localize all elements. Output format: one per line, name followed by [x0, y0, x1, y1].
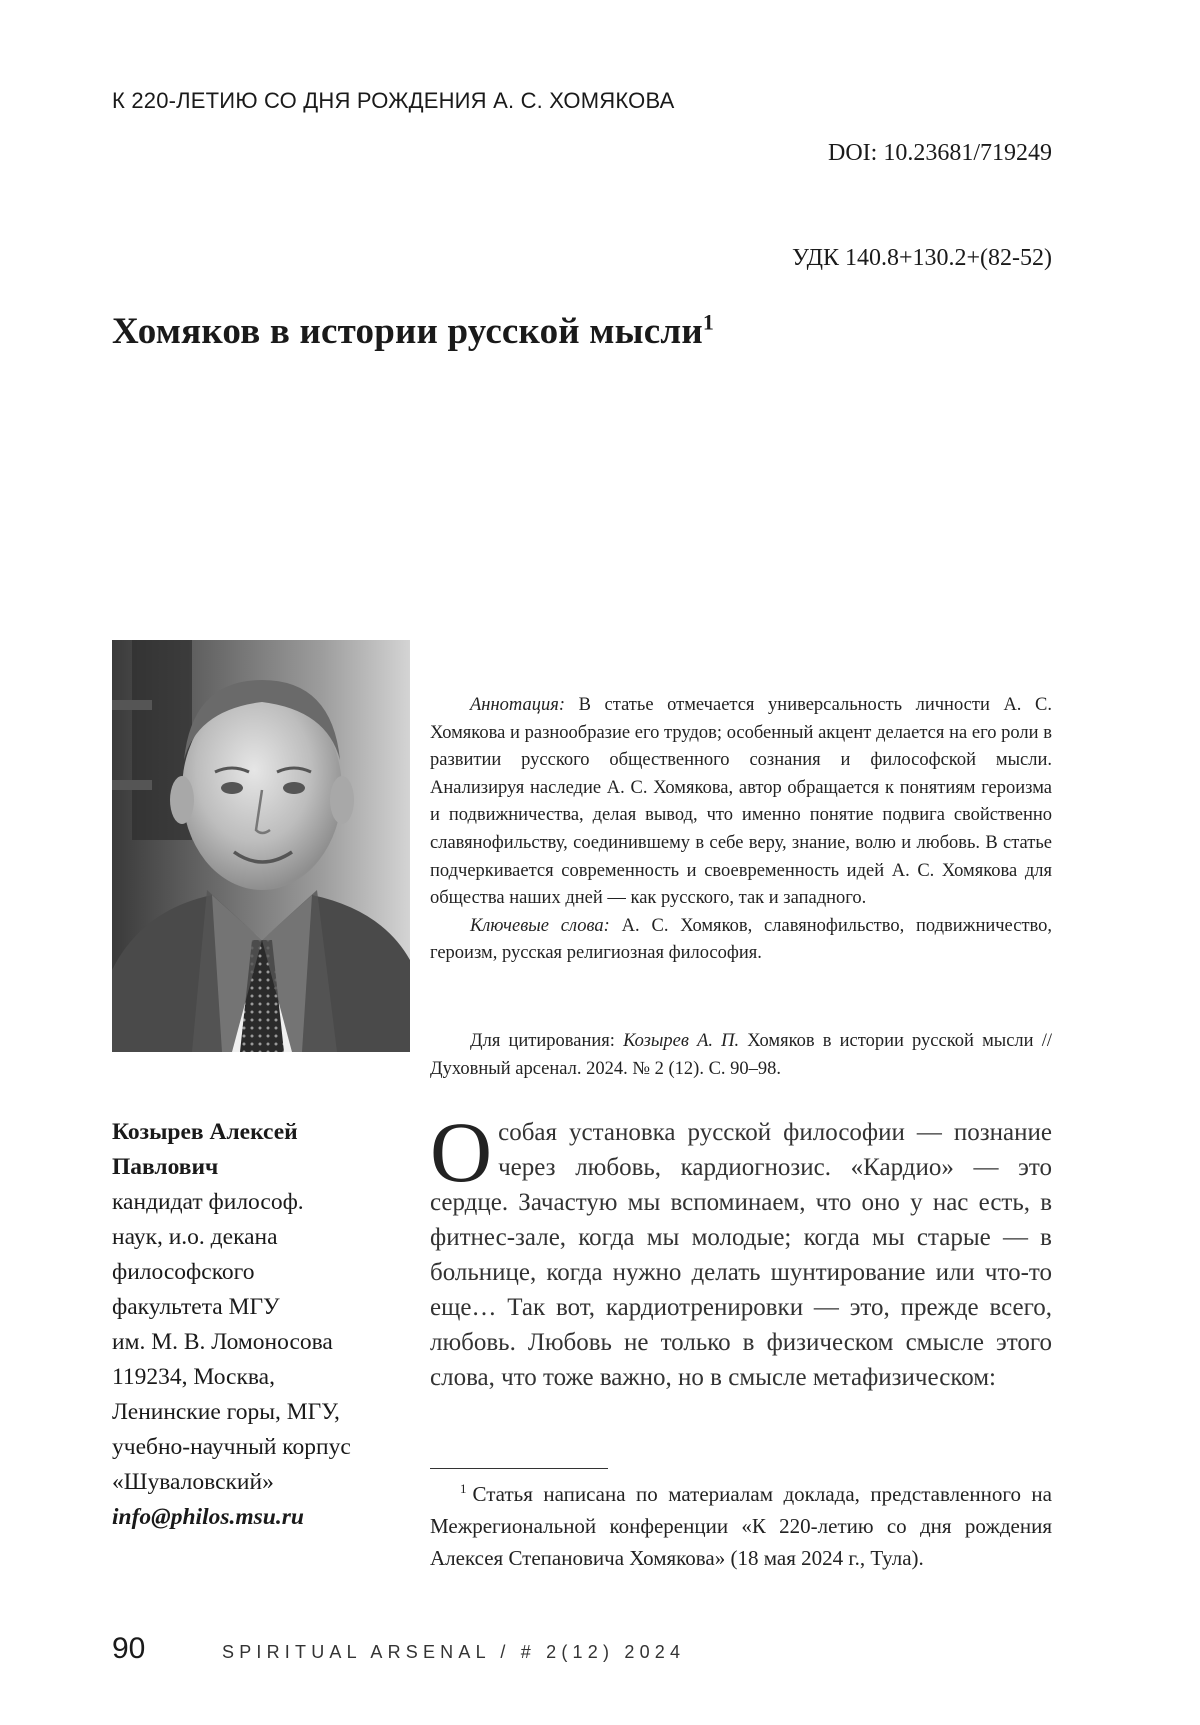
title-footnote-mark: 1: [702, 309, 715, 335]
rubric-heading: К 220-ЛЕТИЮ СО ДНЯ РОЖДЕНИЯ А. С. ХОМЯКОВА: [112, 88, 675, 113]
abstract: [430, 692, 1052, 968]
author-photo: [112, 640, 410, 1052]
footnote-text: Статья написана по материалам доклада, представленного на Межрегиональной конференции «К 220-летию со дня рождения Алексея Степановича Хомякова» (18 мая 2024 г., Тула).: [430, 1482, 1052, 1570]
author-email[interactable]: info@philos.msu.ru: [112, 1504, 304, 1530]
author-name-line-2: Павлович: [112, 1154, 219, 1180]
author-line: «Шуваловский»: [112, 1469, 274, 1495]
doi: DOI: 10.23681/719249: [828, 140, 1052, 166]
keywords-label: Ключевые слова:: [470, 915, 610, 936]
page-number: 90: [112, 1632, 146, 1665]
keywords-text: А. С. Хомяков, славянофильство, подвижничество, героизм, русская религиозная философия.: [430, 915, 1053, 964]
journal-running-footer: SPIRITUAL ARSENAL / # 2(12) 2024: [222, 1642, 686, 1662]
footnote-paragraph: [430, 1478, 1052, 1574]
footnote-divider: [430, 1468, 608, 1469]
author-line: 119234, Москва,: [112, 1364, 275, 1390]
author-info: [112, 1115, 432, 1535]
citation-author: Козырев А. П.: [623, 1031, 740, 1051]
keywords-paragraph: [430, 913, 1052, 968]
article-title-text: Хомяков в истории русской мысли: [112, 311, 703, 352]
abstract-label: Аннотация:: [470, 695, 566, 715]
author-line: философского: [112, 1259, 255, 1285]
citation-text: Хомяков в истории русской мысли // Духовный арсенал. 2024. № 2 (12). С. 90–98.: [430, 1031, 1052, 1079]
citation-paragraph: [430, 1027, 1052, 1083]
author-line: учебно-научный корпус: [112, 1434, 351, 1460]
body-text: [430, 1104, 1052, 1395]
author-line: кандидат философ.: [112, 1189, 304, 1215]
author-line: наук, и.о. декана: [112, 1224, 278, 1250]
citation: [430, 1027, 1052, 1083]
citation-prefix: Для цитирования:: [470, 1031, 624, 1051]
article-title: [112, 310, 714, 353]
author-name-line-1: Козырев Алексей: [112, 1119, 298, 1145]
footnote: [430, 1478, 1052, 1574]
body-paragraph: собая установка русской философии — познание через любовь, кардиогнозис. «Кардио» — это сердце. Зачастую мы вспоминаем, что оно у нас есть, в фитнес-зале, когда мы молодые; когда мы старые — в больнице, когда нужно делать шунтирование или что-то еще… Так вот, кардиотренировки — это, прежде всего, любовь. Любовь не только в физическом смысле этого слова, что тоже важно, но в смысле метафизическом:: [430, 1119, 1052, 1391]
abstract-paragraph: [430, 692, 1052, 913]
abstract-text: В статье отмечается универсальность личности А. С. Хомякова и разнообразие его трудов; особенный акцент делается на его роли в развитии русского общественного сознания и философской мысли. Анализируя наследие А. С. Хомякова, автор обращается к понятиям героизма и подвижничества, делая вывод, что именно понятие подвига свойственно славянофильству, соединившему в себе веру, знание, волю и любовь. В статье подчеркивается современность и своевременность идей А. С. Хомякова для общества наших дней — как русского, так и западного.: [430, 695, 1052, 909]
author-portrait: [112, 640, 410, 1052]
author-line: Ленинские горы, МГУ,: [112, 1399, 340, 1425]
udk-code: УДК 140.8+130.2+(82-52): [792, 245, 1052, 271]
footnote-mark: 1: [460, 1481, 467, 1496]
drop-cap: О: [430, 1104, 493, 1200]
author-line: им. М. В. Ломоносова: [112, 1329, 333, 1355]
author-line: факультета МГУ: [112, 1294, 280, 1320]
